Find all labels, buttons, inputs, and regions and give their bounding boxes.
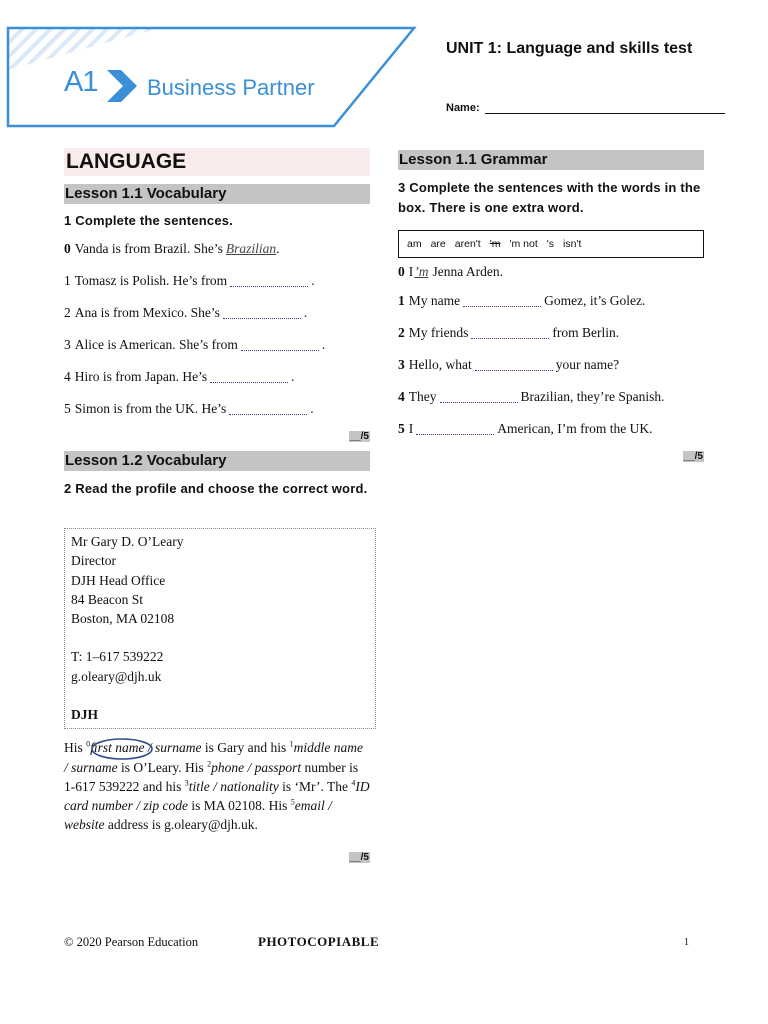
choice-5[interactable]: email / website: [64, 797, 332, 833]
word-box-item: 's: [546, 238, 555, 250]
profile-name: Mr Gary D. O’Leary: [71, 534, 184, 549]
grammar-item-3: 3 Hello, what your name?: [398, 357, 620, 372]
answer-blank[interactable]: [229, 403, 307, 415]
word-box-item: isn't: [563, 238, 582, 250]
word-box-item: am: [407, 238, 422, 250]
language-heading: LANGUAGE: [64, 148, 370, 176]
choice-0[interactable]: first name / surname: [90, 740, 202, 756]
profile-email: g.oleary@djh.uk: [71, 668, 162, 684]
choice-3[interactable]: title / nationality: [188, 778, 279, 794]
unit-title: UNIT 1: Language and skills test: [446, 40, 693, 57]
logo-text: Business Partner: [147, 75, 315, 100]
grammar-item-1: 1 My name Gomez, it’s Golez.: [398, 293, 646, 308]
profile-phone: T: 1–617 539222: [71, 649, 164, 665]
exercise-2-paragraph: His $^0$first name / surname is Gary and his $^1$middle name / surname is O’Leary. His $^2$phone / passport number is 1-617 539222 and his $^3$title / nationality is ‘Mr’. The $^4$ID card number / zip code is MA 02108. His $^5$email / website address is g.oleary@djh.uk.: [64, 738, 370, 834]
answer-blank[interactable]: [440, 391, 518, 403]
exercise-3-score: __/5: [683, 451, 703, 462]
profile-card: [64, 528, 376, 729]
vocab-item-5: 5 Simon is from the UK. He’s .: [64, 401, 314, 416]
name-field[interactable]: [485, 103, 725, 114]
logo-a1: A1: [64, 66, 98, 98]
choice-1[interactable]: middle name / surname: [64, 740, 363, 775]
choice-4[interactable]: ID card number / zip code: [64, 778, 370, 813]
vocab-item-1: 1 Tomasz is Polish. He’s from .: [64, 273, 315, 288]
exercise-3-instruction: 3 Complete the sentences with the words in the box. There is one extra word.: [398, 180, 701, 215]
lesson-1-2-vocabulary-heading: Lesson 1.2 Vocabulary: [64, 451, 370, 471]
vocab-item-0: 0 Vanda is from Brazil. She’s Brazilian .: [64, 241, 280, 256]
word-box-item-used: 'm: [489, 238, 501, 250]
example-answer: ’m: [414, 264, 429, 279]
example-answer: Brazilian: [225, 241, 277, 256]
word-box-item: are: [430, 238, 446, 250]
answer-blank[interactable]: [210, 371, 288, 383]
profile-city: Boston, MA 02108: [71, 611, 175, 627]
answer-blank[interactable]: [223, 307, 301, 319]
vocab-item-2: 2 Ana is from Mexico. She’s .: [64, 305, 308, 320]
vocab-item-3: 3 Alice is American. She’s from .: [64, 337, 326, 352]
grammar-item-0: 0 I ’m Jenna Arden.: [398, 264, 503, 279]
right-column: [398, 148, 704, 465]
exercise-1-instruction: 1 Complete the sentences.: [64, 213, 233, 228]
profile-role: Director: [71, 553, 116, 569]
vocab-item-4: 4 Hiro is from Japan. He’s .: [64, 369, 295, 384]
word-box-item: aren't: [454, 238, 481, 250]
answer-blank[interactable]: [475, 359, 553, 371]
answer-blank[interactable]: [471, 327, 549, 339]
choice-2[interactable]: phone / passport: [211, 759, 302, 775]
word-box-item: 'm not: [509, 238, 538, 250]
exercise-2-score: __/5: [349, 852, 369, 864]
grammar-item-2: 2 My friends from Berlin.: [398, 325, 620, 340]
lesson-1-1-vocabulary-heading: Lesson 1.1 Vocabulary: [64, 184, 370, 204]
answer-blank[interactable]: [241, 339, 319, 351]
footer-copyright: © 2020 Pearson Education: [64, 935, 199, 949]
profile-company: DJH: [71, 707, 98, 723]
answer-blank[interactable]: [416, 423, 494, 435]
grammar-item-5: 5 I American, I’m from the UK.: [398, 421, 653, 436]
answer-blank[interactable]: [230, 275, 308, 287]
profile-office: DJH Head Office: [71, 572, 166, 588]
footer-photocopiable: PHOTOCOPIABLE: [258, 934, 380, 949]
logo-chevron-icon: [103, 68, 139, 104]
exercise-1-score: __/5: [349, 431, 369, 442]
grammar-item-4: 4 They Brazilian, they’re Spanish.: [398, 389, 665, 404]
name-label: Name:: [446, 102, 480, 114]
word-box: [398, 230, 704, 258]
name-row: [446, 102, 725, 114]
exercise-2-instruction: 2 Read the profile and choose the correct word.: [64, 481, 368, 496]
lesson-1-1-grammar-heading: Lesson 1.1 Grammar: [398, 150, 704, 170]
profile-street: 84 Beacon St: [71, 591, 143, 607]
answer-blank[interactable]: [463, 295, 541, 307]
left-column: [64, 148, 370, 866]
answer-circle-mark: [89, 737, 155, 761]
page-number: 1: [684, 937, 689, 948]
